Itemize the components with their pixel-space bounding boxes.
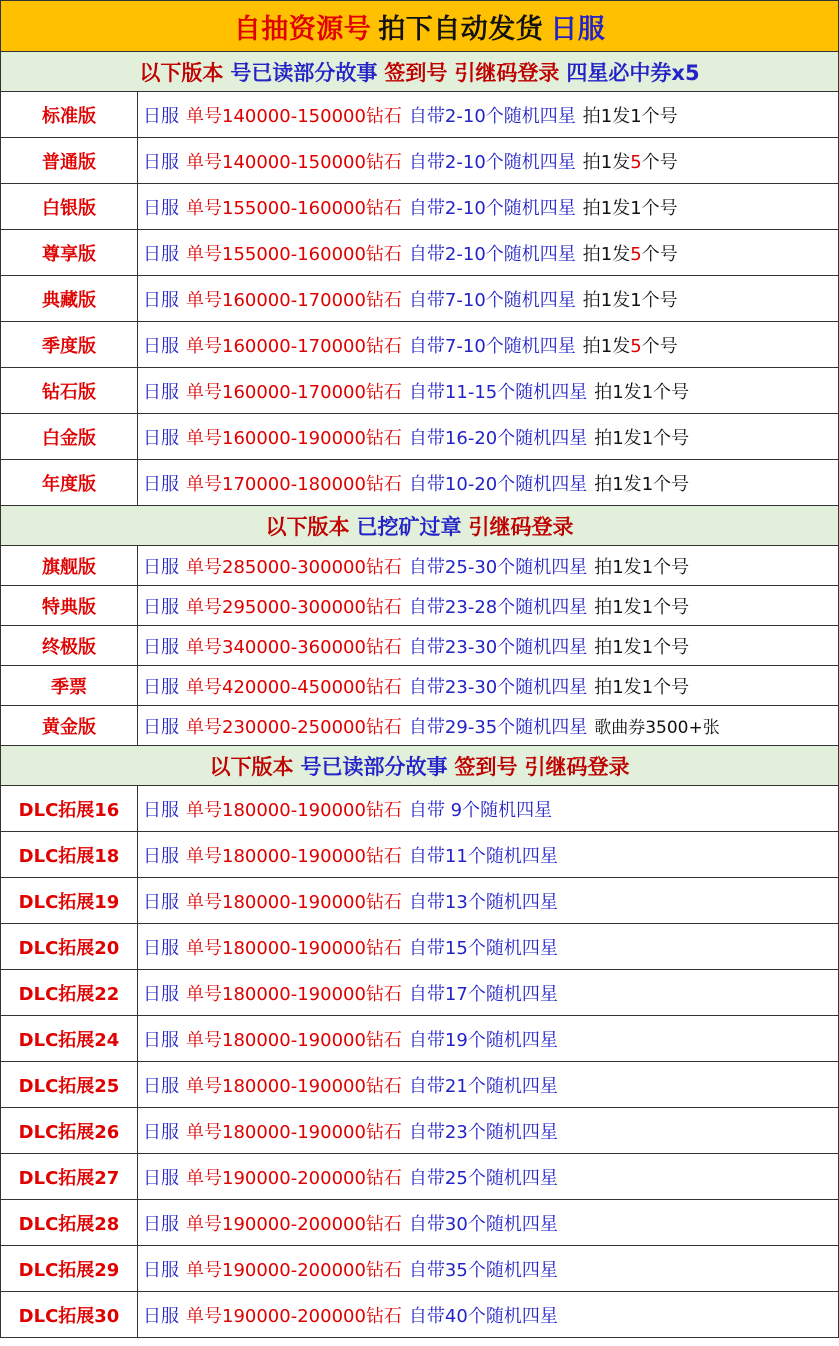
section-header-2 (0, 506, 839, 546)
diamond-amount: 单号160000-170000钻石 (186, 335, 402, 357)
delivery-info (594, 553, 689, 579)
table-row (0, 230, 839, 276)
title-part1: 自抽资源号 (233, 13, 372, 45)
edition-description (138, 368, 838, 413)
extra-bonus: 歌曲券3500+张 (594, 718, 720, 738)
edition-name: DLC拓展30 (1, 1292, 138, 1337)
edition-name: 标准版 (1, 92, 138, 137)
delivery-info (583, 286, 678, 312)
server-label: 日服 (143, 1213, 179, 1235)
delivery-suffix: 个号 (653, 636, 690, 658)
server-label: 日服 (143, 151, 179, 173)
delivery-info (583, 194, 678, 220)
diamond-amount: 单号340000-360000钻石 (186, 636, 402, 658)
delivery-suffix: 个号 (653, 381, 690, 403)
diamond-amount: 单号180000-190000钻石 (186, 799, 402, 821)
four-star-count: 自带23-30个随机四星 (408, 676, 588, 698)
four-star-count: 自带10-20个随机四星 (408, 473, 588, 495)
delivery-prefix: 拍1发 (582, 335, 631, 357)
delivery-count: 1 (630, 197, 642, 219)
delivery-info (583, 240, 678, 266)
section-header-text: 以下版本 (265, 514, 350, 539)
diamond-amount: 单号180000-190000钻石 (186, 891, 402, 913)
server-label: 日服 (143, 289, 179, 311)
edition-description (138, 1108, 838, 1153)
edition-description (138, 786, 838, 831)
server-label: 日服 (143, 799, 179, 821)
diamond-amount: 单号140000-150000钻石 (186, 105, 402, 127)
delivery-count: 1 (641, 636, 654, 658)
server-label: 日服 (143, 1259, 179, 1281)
server-label: 日服 (143, 845, 179, 867)
four-star-count: 自带 9个随机四星 (408, 799, 553, 821)
diamond-amount: 单号160000-170000钻石 (186, 381, 402, 403)
section-header-text: 已挖矿过章 (356, 514, 462, 539)
edition-description (138, 832, 838, 877)
server-label: 日服 (143, 676, 179, 698)
four-star-count: 自带11-15个随机四星 (408, 381, 588, 403)
diamond-amount: 单号155000-160000钻石 (186, 243, 402, 265)
table-row (0, 1154, 839, 1200)
table-row (0, 970, 839, 1016)
edition-name: 终极版 (1, 626, 138, 665)
four-star-count: 自带7-10个随机四星 (408, 335, 576, 357)
server-label: 日服 (143, 1167, 179, 1189)
server-label: 日服 (143, 381, 179, 403)
four-star-count: 自带35个随机四星 (408, 1259, 558, 1281)
server-label: 日服 (143, 243, 179, 265)
four-star-count: 自带13个随机四星 (408, 891, 558, 913)
delivery-suffix: 个号 (641, 197, 678, 219)
edition-name: DLC拓展20 (1, 924, 138, 969)
four-star-count: 自带2-10个随机四星 (408, 197, 576, 219)
edition-description (138, 414, 838, 459)
diamond-amount: 单号190000-200000钻石 (186, 1259, 402, 1281)
delivery-count: 1 (630, 105, 642, 127)
table-row (0, 706, 839, 746)
server-label: 日服 (143, 983, 179, 1005)
edition-name: DLC拓展19 (1, 878, 138, 923)
delivery-count: 1 (641, 381, 654, 403)
diamond-amount: 单号155000-160000钻石 (186, 197, 402, 219)
server-label: 日服 (143, 335, 179, 357)
table-row (0, 546, 839, 586)
edition-description (138, 184, 838, 229)
delivery-info (583, 148, 678, 174)
edition-description (138, 626, 838, 665)
table-row (0, 1292, 839, 1338)
edition-name: DLC拓展29 (1, 1246, 138, 1291)
four-star-count: 自带23个随机四星 (408, 1121, 558, 1143)
delivery-suffix: 个号 (641, 289, 678, 311)
edition-name: 特典版 (1, 586, 138, 625)
section-header-3 (0, 746, 839, 786)
section-header-text: 签到号 (454, 754, 518, 779)
diamond-amount: 单号180000-190000钻石 (186, 937, 402, 959)
section-header-text: 签到号 (384, 60, 448, 85)
delivery-info (594, 424, 689, 450)
four-star-count: 自带2-10个随机四星 (408, 105, 576, 127)
four-star-count: 自带19个随机四星 (408, 1029, 558, 1051)
delivery-count: 5 (630, 243, 642, 265)
edition-description (138, 138, 838, 183)
four-star-count: 自带17个随机四星 (408, 983, 558, 1005)
edition-name: DLC拓展25 (1, 1062, 138, 1107)
edition-description (138, 276, 838, 321)
server-label: 日服 (143, 1305, 179, 1327)
diamond-amount: 单号170000-180000钻石 (186, 473, 402, 495)
edition-description (138, 666, 838, 705)
delivery-prefix: 拍1发 (582, 243, 631, 265)
delivery-count: 1 (641, 473, 654, 495)
edition-description (138, 586, 838, 625)
four-star-count: 自带40个随机四星 (408, 1305, 558, 1327)
server-label: 日服 (143, 427, 179, 449)
server-label: 日服 (143, 1121, 179, 1143)
table-row (0, 878, 839, 924)
title-bar (0, 0, 839, 52)
table-row (0, 1246, 839, 1292)
diamond-amount: 单号180000-190000钻石 (186, 1075, 402, 1097)
section-header-text: 以下版本 (139, 60, 224, 85)
delivery-info (594, 378, 689, 404)
table-row (0, 832, 839, 878)
edition-name: DLC拓展18 (1, 832, 138, 877)
edition-name: 季度版 (1, 322, 138, 367)
section-header-text: 号已读部分故事 (300, 754, 448, 779)
delivery-prefix: 拍1发 (594, 556, 642, 578)
server-label: 日服 (143, 105, 179, 127)
diamond-amount: 单号180000-190000钻石 (186, 1121, 402, 1143)
server-label: 日服 (143, 636, 179, 658)
edition-description (138, 924, 838, 969)
server-label: 日服 (143, 556, 179, 578)
edition-description (138, 1062, 838, 1107)
diamond-amount: 单号295000-300000钻石 (186, 596, 402, 618)
edition-name: DLC拓展27 (1, 1154, 138, 1199)
delivery-count: 1 (641, 676, 654, 698)
edition-description (138, 1200, 838, 1245)
delivery-suffix: 个号 (653, 473, 690, 495)
delivery-count: 1 (641, 596, 654, 618)
delivery-count: 1 (630, 289, 642, 311)
diamond-amount: 单号230000-250000钻石 (186, 716, 402, 738)
server-label: 日服 (143, 596, 179, 618)
server-label: 日服 (143, 197, 179, 219)
table-row (0, 138, 839, 184)
edition-description (138, 1246, 838, 1291)
edition-description (138, 546, 838, 585)
edition-name: DLC拓展26 (1, 1108, 138, 1153)
edition-description (138, 970, 838, 1015)
delivery-prefix: 拍1发 (594, 636, 642, 658)
section-header-text: 以下版本 (209, 754, 294, 779)
table-row (0, 1016, 839, 1062)
edition-name: 旗舰版 (1, 546, 138, 585)
table-row (0, 666, 839, 706)
delivery-count: 1 (641, 556, 654, 578)
delivery-info (594, 470, 689, 496)
delivery-prefix: 拍1发 (594, 427, 642, 449)
table-row (0, 276, 839, 322)
edition-name: 钻石版 (1, 368, 138, 413)
delivery-info (583, 102, 678, 128)
server-label: 日服 (143, 1029, 179, 1051)
table-row (0, 92, 839, 138)
four-star-count: 自带23-28个随机四星 (408, 596, 588, 618)
diamond-amount: 单号160000-170000钻石 (186, 289, 402, 311)
four-star-count: 自带2-10个随机四星 (408, 243, 576, 265)
edition-description (138, 1016, 838, 1061)
four-star-count: 自带25个随机四星 (408, 1167, 558, 1189)
delivery-info (594, 633, 689, 659)
edition-name: 年度版 (1, 460, 138, 505)
delivery-prefix: 拍1发 (594, 596, 642, 618)
edition-name: 季票 (1, 666, 138, 705)
four-star-count: 自带23-30个随机四星 (408, 636, 588, 658)
table-row (0, 586, 839, 626)
edition-description (138, 460, 838, 505)
delivery-info (594, 593, 689, 619)
table-row (0, 184, 839, 230)
table-row (0, 322, 839, 368)
section-header-text: 四星必中券x5 (566, 60, 700, 85)
delivery-count: 5 (630, 335, 642, 357)
section-header-text: 号已读部分故事 (230, 60, 378, 85)
edition-description (138, 1292, 838, 1337)
four-star-count: 自带21个随机四星 (408, 1075, 558, 1097)
table-row (0, 1108, 839, 1154)
delivery-prefix: 拍1发 (582, 289, 631, 311)
four-star-count: 自带2-10个随机四星 (408, 151, 576, 173)
diamond-amount: 单号160000-190000钻石 (186, 427, 402, 449)
table-row (0, 460, 839, 506)
server-label: 日服 (143, 716, 179, 738)
delivery-info (583, 332, 678, 358)
diamond-amount: 单号180000-190000钻石 (186, 983, 402, 1005)
diamond-amount: 单号190000-200000钻石 (186, 1213, 402, 1235)
server-label: 日服 (143, 1075, 179, 1097)
delivery-prefix: 拍1发 (594, 473, 642, 495)
edition-description (138, 230, 838, 275)
server-label: 日服 (143, 891, 179, 913)
sections-container (0, 52, 839, 1338)
four-star-count: 自带7-10个随机四星 (408, 289, 576, 311)
delivery-count: 1 (641, 427, 654, 449)
delivery-suffix: 个号 (641, 151, 678, 173)
four-star-count: 自带11个随机四星 (408, 845, 558, 867)
edition-name: DLC拓展24 (1, 1016, 138, 1061)
delivery-prefix: 拍1发 (582, 105, 631, 127)
delivery-count: 5 (630, 151, 642, 173)
edition-name: DLC拓展22 (1, 970, 138, 1015)
delivery-info (594, 673, 689, 699)
server-label: 日服 (143, 937, 179, 959)
delivery-suffix: 个号 (653, 556, 690, 578)
title-part2: 拍下自动发货 (378, 13, 544, 45)
delivery-suffix: 个号 (641, 105, 678, 127)
section-header-text: 引继码登录 (468, 514, 574, 539)
edition-name: 普通版 (1, 138, 138, 183)
diamond-amount: 单号180000-190000钻石 (186, 1029, 402, 1051)
edition-name: DLC拓展16 (1, 786, 138, 831)
edition-description (138, 706, 838, 745)
edition-description (138, 878, 838, 923)
edition-description (138, 322, 838, 367)
table-row (0, 1200, 839, 1246)
four-star-count: 自带16-20个随机四星 (408, 427, 588, 449)
edition-name: 白银版 (1, 184, 138, 229)
edition-name: 尊享版 (1, 230, 138, 275)
diamond-amount: 单号140000-150000钻石 (186, 151, 402, 173)
delivery-prefix: 拍1发 (582, 151, 631, 173)
delivery-suffix: 个号 (653, 427, 690, 449)
edition-description (138, 92, 838, 137)
delivery-suffix: 个号 (653, 676, 690, 698)
diamond-amount: 单号420000-450000钻石 (186, 676, 402, 698)
edition-name: 典藏版 (1, 276, 138, 321)
section-header-text: 引继码登录 (524, 754, 630, 779)
four-star-count: 自带25-30个随机四星 (408, 556, 588, 578)
title-part3: 日服 (550, 13, 606, 45)
section-header-text: 引继码登录 (454, 60, 560, 85)
four-star-count: 自带15个随机四星 (408, 937, 558, 959)
table-row (0, 626, 839, 666)
table-row (0, 368, 839, 414)
delivery-suffix: 个号 (641, 335, 678, 357)
edition-name: 黄金版 (1, 706, 138, 745)
delivery-suffix: 个号 (641, 243, 678, 265)
delivery-prefix: 拍1发 (594, 381, 642, 403)
server-label: 日服 (143, 473, 179, 495)
diamond-amount: 单号180000-190000钻石 (186, 845, 402, 867)
delivery-prefix: 拍1发 (594, 676, 642, 698)
table-row (0, 414, 839, 460)
diamond-amount: 单号190000-200000钻石 (186, 1305, 402, 1327)
four-star-count: 自带30个随机四星 (408, 1213, 558, 1235)
table-row (0, 924, 839, 970)
diamond-amount: 单号285000-300000钻石 (186, 556, 402, 578)
edition-name: DLC拓展28 (1, 1200, 138, 1245)
table-row (0, 786, 839, 832)
four-star-count: 自带29-35个随机四星 (408, 716, 588, 738)
table-row (0, 1062, 839, 1108)
section-header-1 (0, 52, 839, 92)
delivery-suffix: 个号 (653, 596, 690, 618)
edition-description (138, 1154, 838, 1199)
diamond-amount: 单号190000-200000钻石 (186, 1167, 402, 1189)
delivery-prefix: 拍1发 (582, 197, 631, 219)
edition-name: 白金版 (1, 414, 138, 459)
